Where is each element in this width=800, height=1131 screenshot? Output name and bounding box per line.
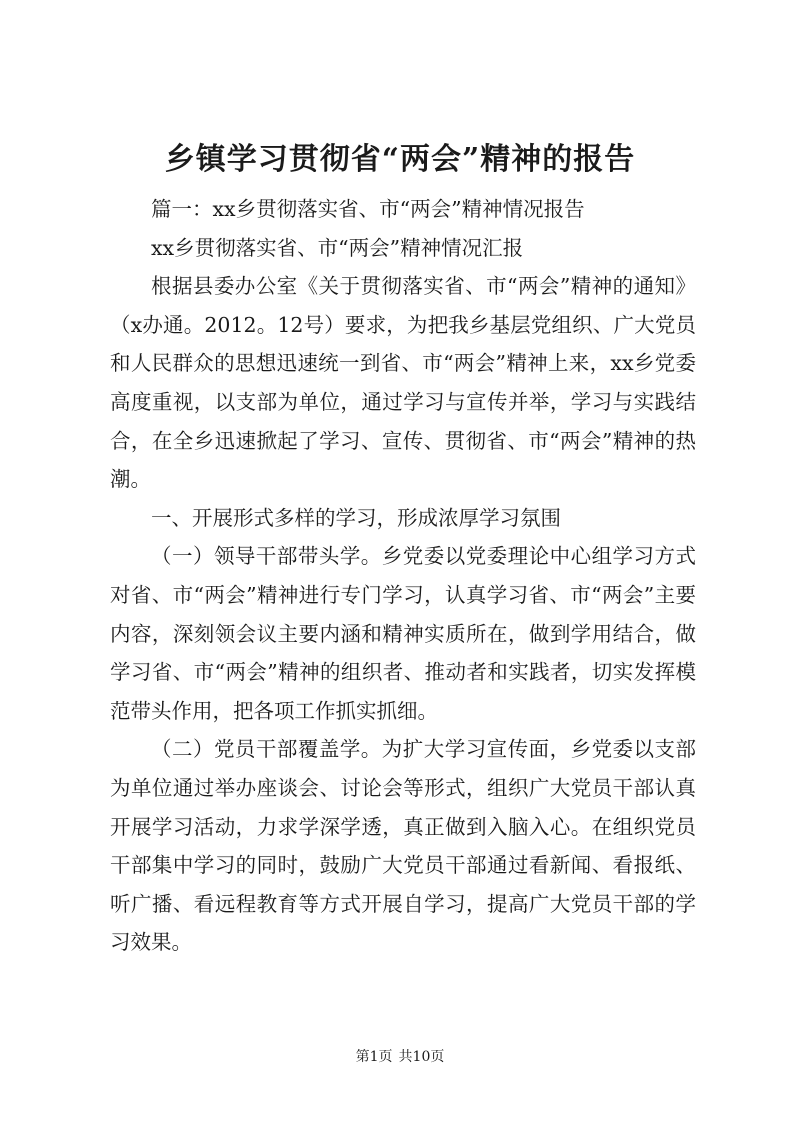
paragraph-section-heading: 一、开展形式多样的学习，形成浓厚学习氛围 — [151, 505, 561, 530]
paragraph-item-2: （二）党员干部覆盖学。为扩大学习宣传面，乡党委以支部为单位通过举办座谈会、讨论会等形式，组织广大党员干部认真开展学习活动，力求学深学透，真正做到入脑入心。在组织党员干部集中学习的同时，鼓励广大党员干部通过看新闻、看报纸、听广播、看远程教育等方式开展自学习，提高广大党员干部的学习效果。 — [110, 737, 696, 955]
paragraph-intro: 根据县委办公室《关于贯彻落实省、市“两会”精神的通知》（x办通。2012。12号）要求，为把我乡基层党组织、广大党员和人民群众的思想迅速统一到省、市“两会”精神上来，xx乡党委高度重视，以支部为单位，通过学习与宣传并举，学习与实践结合，在全乡迅速掀起了学习、宣传、贯彻省、市“两会”精神的热潮。 — [110, 274, 696, 492]
paragraph-item-1: （一）领导干部带头学。乡党委以党委理论中心组学习方式对省、市“两会”精神进行专门学习，认真学习省、市“两会”主要内容，深刻领会议主要内涵和精神实质所在，做到学用结合，做学习省、市“两会”精神的组织者、推动者和实践者，切实发挥模范带头作用，把各项工作抓实抓细。 — [110, 544, 696, 723]
document-body — [110, 190, 696, 962]
paragraph-subheading: xx乡贯彻落实省、市“两会”精神情况汇报 — [151, 235, 524, 260]
page-footer — [0, 1047, 800, 1067]
paragraph-heading-article: 篇一：xx乡贯彻落实省、市“两会”精神情况报告 — [151, 197, 585, 221]
page-number: 第1页 — [355, 1049, 393, 1065]
page-total: 共10页 — [398, 1049, 445, 1065]
document-title: 乡镇学习贯彻省“两会”精神的报告 — [164, 142, 636, 177]
